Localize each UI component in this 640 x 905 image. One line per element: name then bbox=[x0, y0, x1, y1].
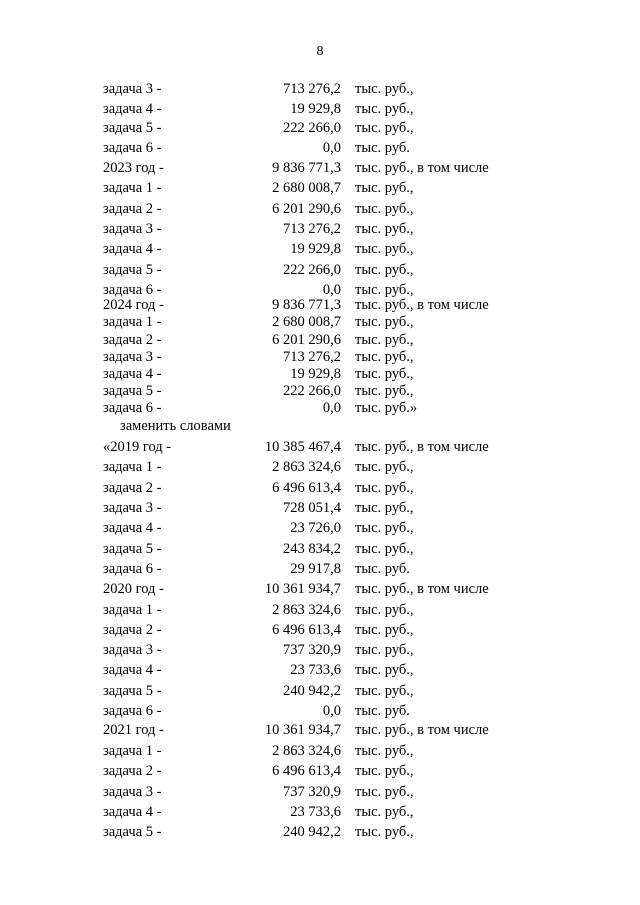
funding-row bbox=[0, 499, 640, 517]
row-amount: 19 929,8 bbox=[290, 241, 341, 257]
funding-row bbox=[0, 119, 640, 137]
row-label: задача 3 - bbox=[103, 81, 162, 97]
row-amount: 2 863 324,6 bbox=[272, 743, 341, 759]
row-amount: 6 496 613,4 bbox=[272, 622, 341, 638]
row-label: задача 4 - bbox=[103, 662, 162, 678]
funding-row bbox=[0, 721, 640, 739]
row-unit: тыс. руб., bbox=[355, 241, 414, 257]
row-amount: 6 496 613,4 bbox=[272, 480, 341, 496]
row-unit: тыс. руб., bbox=[355, 683, 414, 699]
row-amount: 29 917,8 bbox=[290, 561, 341, 577]
row-label: задача 1 - bbox=[103, 459, 162, 475]
row-amount: 23 733,6 bbox=[290, 804, 341, 820]
row-unit: тыс. руб., bbox=[355, 101, 414, 117]
row-unit: тыс. руб., в том числе bbox=[355, 722, 489, 738]
funding-row bbox=[0, 365, 640, 383]
row-label: задача 2 - bbox=[103, 763, 162, 779]
row-amount: 6 201 290,6 bbox=[272, 332, 341, 348]
funding-row bbox=[0, 601, 640, 619]
row-unit: тыс. руб., bbox=[355, 201, 414, 217]
row-label: задача 1 - bbox=[103, 314, 162, 330]
row-unit: тыс. руб.» bbox=[355, 400, 418, 416]
funding-row bbox=[0, 742, 640, 760]
row-unit: тыс. руб., bbox=[355, 642, 414, 658]
funding-row bbox=[0, 220, 640, 238]
row-amount: 243 834,2 bbox=[283, 541, 341, 557]
row-unit: тыс. руб., bbox=[355, 120, 414, 136]
row-unit: тыс. руб., bbox=[355, 282, 414, 298]
funding-row bbox=[0, 179, 640, 197]
row-unit: тыс. руб., bbox=[355, 804, 414, 820]
row-label: 2021 год - bbox=[103, 722, 164, 738]
row-amount: 9 836 771,3 bbox=[272, 297, 341, 313]
funding-row bbox=[0, 399, 640, 417]
row-unit: тыс. руб., в том числе bbox=[355, 439, 489, 455]
funding-row bbox=[0, 100, 640, 118]
row-label: задача 4 - bbox=[103, 101, 162, 117]
row-label: «2019 год - bbox=[103, 439, 172, 455]
row-amount: 10 361 934,7 bbox=[264, 722, 341, 738]
row-unit: тыс. руб., в том числе bbox=[355, 581, 489, 597]
row-label: задача 5 - bbox=[103, 541, 162, 557]
row-unit: тыс. руб., bbox=[355, 81, 414, 97]
funding-row bbox=[0, 313, 640, 331]
row-amount: 0,0 bbox=[322, 703, 341, 719]
funding-row bbox=[0, 682, 640, 700]
funding-row bbox=[0, 661, 640, 679]
funding-row bbox=[0, 519, 640, 537]
funding-row bbox=[0, 80, 640, 98]
row-unit: тыс. руб. bbox=[355, 140, 410, 156]
row-label: задача 1 - bbox=[103, 743, 162, 759]
row-amount: 0,0 bbox=[322, 140, 341, 156]
funding-row bbox=[0, 823, 640, 841]
row-label: задача 5 - bbox=[103, 262, 162, 278]
row-amount: 2 680 008,7 bbox=[272, 314, 341, 330]
row-unit: тыс. руб., bbox=[355, 824, 414, 840]
row-amount: 0,0 bbox=[322, 400, 341, 416]
funding-row bbox=[0, 159, 640, 177]
funding-row bbox=[0, 348, 640, 366]
row-label: задача 5 - bbox=[103, 383, 162, 399]
row-label: 2023 год - bbox=[103, 160, 164, 176]
row-unit: тыс. руб., bbox=[355, 602, 414, 618]
row-label: задача 3 - bbox=[103, 221, 162, 237]
row-amount: 23 726,0 bbox=[290, 520, 341, 536]
row-unit: тыс. руб., bbox=[355, 459, 414, 475]
row-label: задача 1 - bbox=[103, 180, 162, 196]
row-unit: тыс. руб., bbox=[355, 520, 414, 536]
row-unit: тыс. руб., bbox=[355, 332, 414, 348]
funding-row bbox=[0, 540, 640, 558]
row-label: задача 3 - bbox=[103, 784, 162, 800]
funding-row bbox=[0, 438, 640, 456]
funding-row bbox=[0, 200, 640, 218]
row-label: 2024 год - bbox=[103, 297, 164, 313]
row-amount: 9 836 771,3 bbox=[272, 160, 341, 176]
row-unit: тыс. руб., bbox=[355, 383, 414, 399]
row-label: задача 6 - bbox=[103, 140, 162, 156]
funding-row bbox=[0, 479, 640, 497]
row-label: задача 2 - bbox=[103, 332, 162, 348]
row-amount: 222 266,0 bbox=[283, 262, 341, 278]
row-amount: 6 496 613,4 bbox=[272, 763, 341, 779]
row-amount: 713 276,2 bbox=[283, 221, 341, 237]
row-amount: 2 680 008,7 bbox=[272, 180, 341, 196]
row-amount: 713 276,2 bbox=[283, 81, 341, 97]
funding-row bbox=[0, 139, 640, 157]
row-unit: тыс. руб., bbox=[355, 763, 414, 779]
funding-row bbox=[0, 331, 640, 349]
funding-row bbox=[0, 702, 640, 720]
funding-row bbox=[0, 560, 640, 578]
row-label: задача 2 - bbox=[103, 480, 162, 496]
row-amount: 10 385 467,4 bbox=[264, 439, 341, 455]
row-unit: тыс. руб., bbox=[355, 314, 414, 330]
row-amount: 737 320,9 bbox=[283, 642, 341, 658]
row-amount: 19 929,8 bbox=[290, 366, 341, 382]
funding-row bbox=[0, 621, 640, 639]
funding-row bbox=[0, 580, 640, 598]
row-amount: 2 863 324,6 bbox=[272, 602, 341, 618]
row-amount: 2 863 324,6 bbox=[272, 459, 341, 475]
row-amount: 240 942,2 bbox=[283, 824, 341, 840]
row-label: задача 5 - bbox=[103, 683, 162, 699]
row-label: задача 3 - bbox=[103, 500, 162, 516]
row-label: задача 6 - bbox=[103, 703, 162, 719]
row-label: задача 2 - bbox=[103, 201, 162, 217]
row-unit: тыс. руб., в том числе bbox=[355, 297, 489, 313]
row-unit: тыс. руб., bbox=[355, 500, 414, 516]
funding-row bbox=[0, 240, 640, 258]
row-label: задача 1 - bbox=[103, 602, 162, 618]
row-unit: тыс. руб., bbox=[355, 662, 414, 678]
row-unit: тыс. руб., в том числе bbox=[355, 160, 489, 176]
row-unit: тыс. руб. bbox=[355, 703, 410, 719]
row-unit: тыс. руб., bbox=[355, 366, 414, 382]
row-label: задача 6 - bbox=[103, 282, 162, 298]
row-amount: 728 051,4 bbox=[283, 500, 341, 516]
row-amount: 713 276,2 bbox=[283, 349, 341, 365]
row-unit: тыс. руб. bbox=[355, 561, 410, 577]
row-unit: тыс. руб., bbox=[355, 221, 414, 237]
row-label: задача 4 - bbox=[103, 804, 162, 820]
row-amount: 10 361 934,7 bbox=[264, 581, 341, 597]
row-amount: 222 266,0 bbox=[283, 120, 341, 136]
funding-row bbox=[0, 803, 640, 821]
row-label: задача 6 - bbox=[103, 561, 162, 577]
row-amount: 23 733,6 bbox=[290, 662, 341, 678]
row-label: задача 5 - bbox=[103, 824, 162, 840]
row-label: задача 5 - bbox=[103, 120, 162, 136]
funding-row bbox=[0, 762, 640, 780]
row-label: задача 3 - bbox=[103, 349, 162, 365]
row-label: задача 3 - bbox=[103, 642, 162, 658]
row-unit: тыс. руб., bbox=[355, 262, 414, 278]
row-unit: тыс. руб., bbox=[355, 349, 414, 365]
row-unit: тыс. руб., bbox=[355, 480, 414, 496]
funding-row bbox=[0, 382, 640, 400]
funding-row bbox=[0, 458, 640, 476]
row-amount: 240 942,2 bbox=[283, 683, 341, 699]
row-label: задача 2 - bbox=[103, 622, 162, 638]
row-label: задача 4 - bbox=[103, 520, 162, 536]
row-amount: 737 320,9 bbox=[283, 784, 341, 800]
row-unit: тыс. руб., bbox=[355, 743, 414, 759]
row-label: задача 4 - bbox=[103, 366, 162, 382]
replace-phrase: заменить словами bbox=[120, 418, 231, 434]
row-amount: 222 266,0 bbox=[283, 383, 341, 399]
funding-row bbox=[0, 261, 640, 279]
funding-row bbox=[0, 296, 640, 314]
funding-row bbox=[0, 641, 640, 659]
row-amount: 0,0 bbox=[322, 282, 341, 298]
row-unit: тыс. руб., bbox=[355, 784, 414, 800]
row-unit: тыс. руб., bbox=[355, 180, 414, 196]
row-label: задача 6 - bbox=[103, 400, 162, 416]
row-unit: тыс. руб., bbox=[355, 622, 414, 638]
replace-phrase-line bbox=[0, 417, 640, 435]
page-number: 8 bbox=[316, 44, 324, 59]
row-amount: 6 201 290,6 bbox=[272, 201, 341, 217]
funding-row bbox=[0, 783, 640, 801]
row-amount: 19 929,8 bbox=[290, 101, 341, 117]
row-label: 2020 год - bbox=[103, 581, 164, 597]
row-unit: тыс. руб., bbox=[355, 541, 414, 557]
row-label: задача 4 - bbox=[103, 241, 162, 257]
